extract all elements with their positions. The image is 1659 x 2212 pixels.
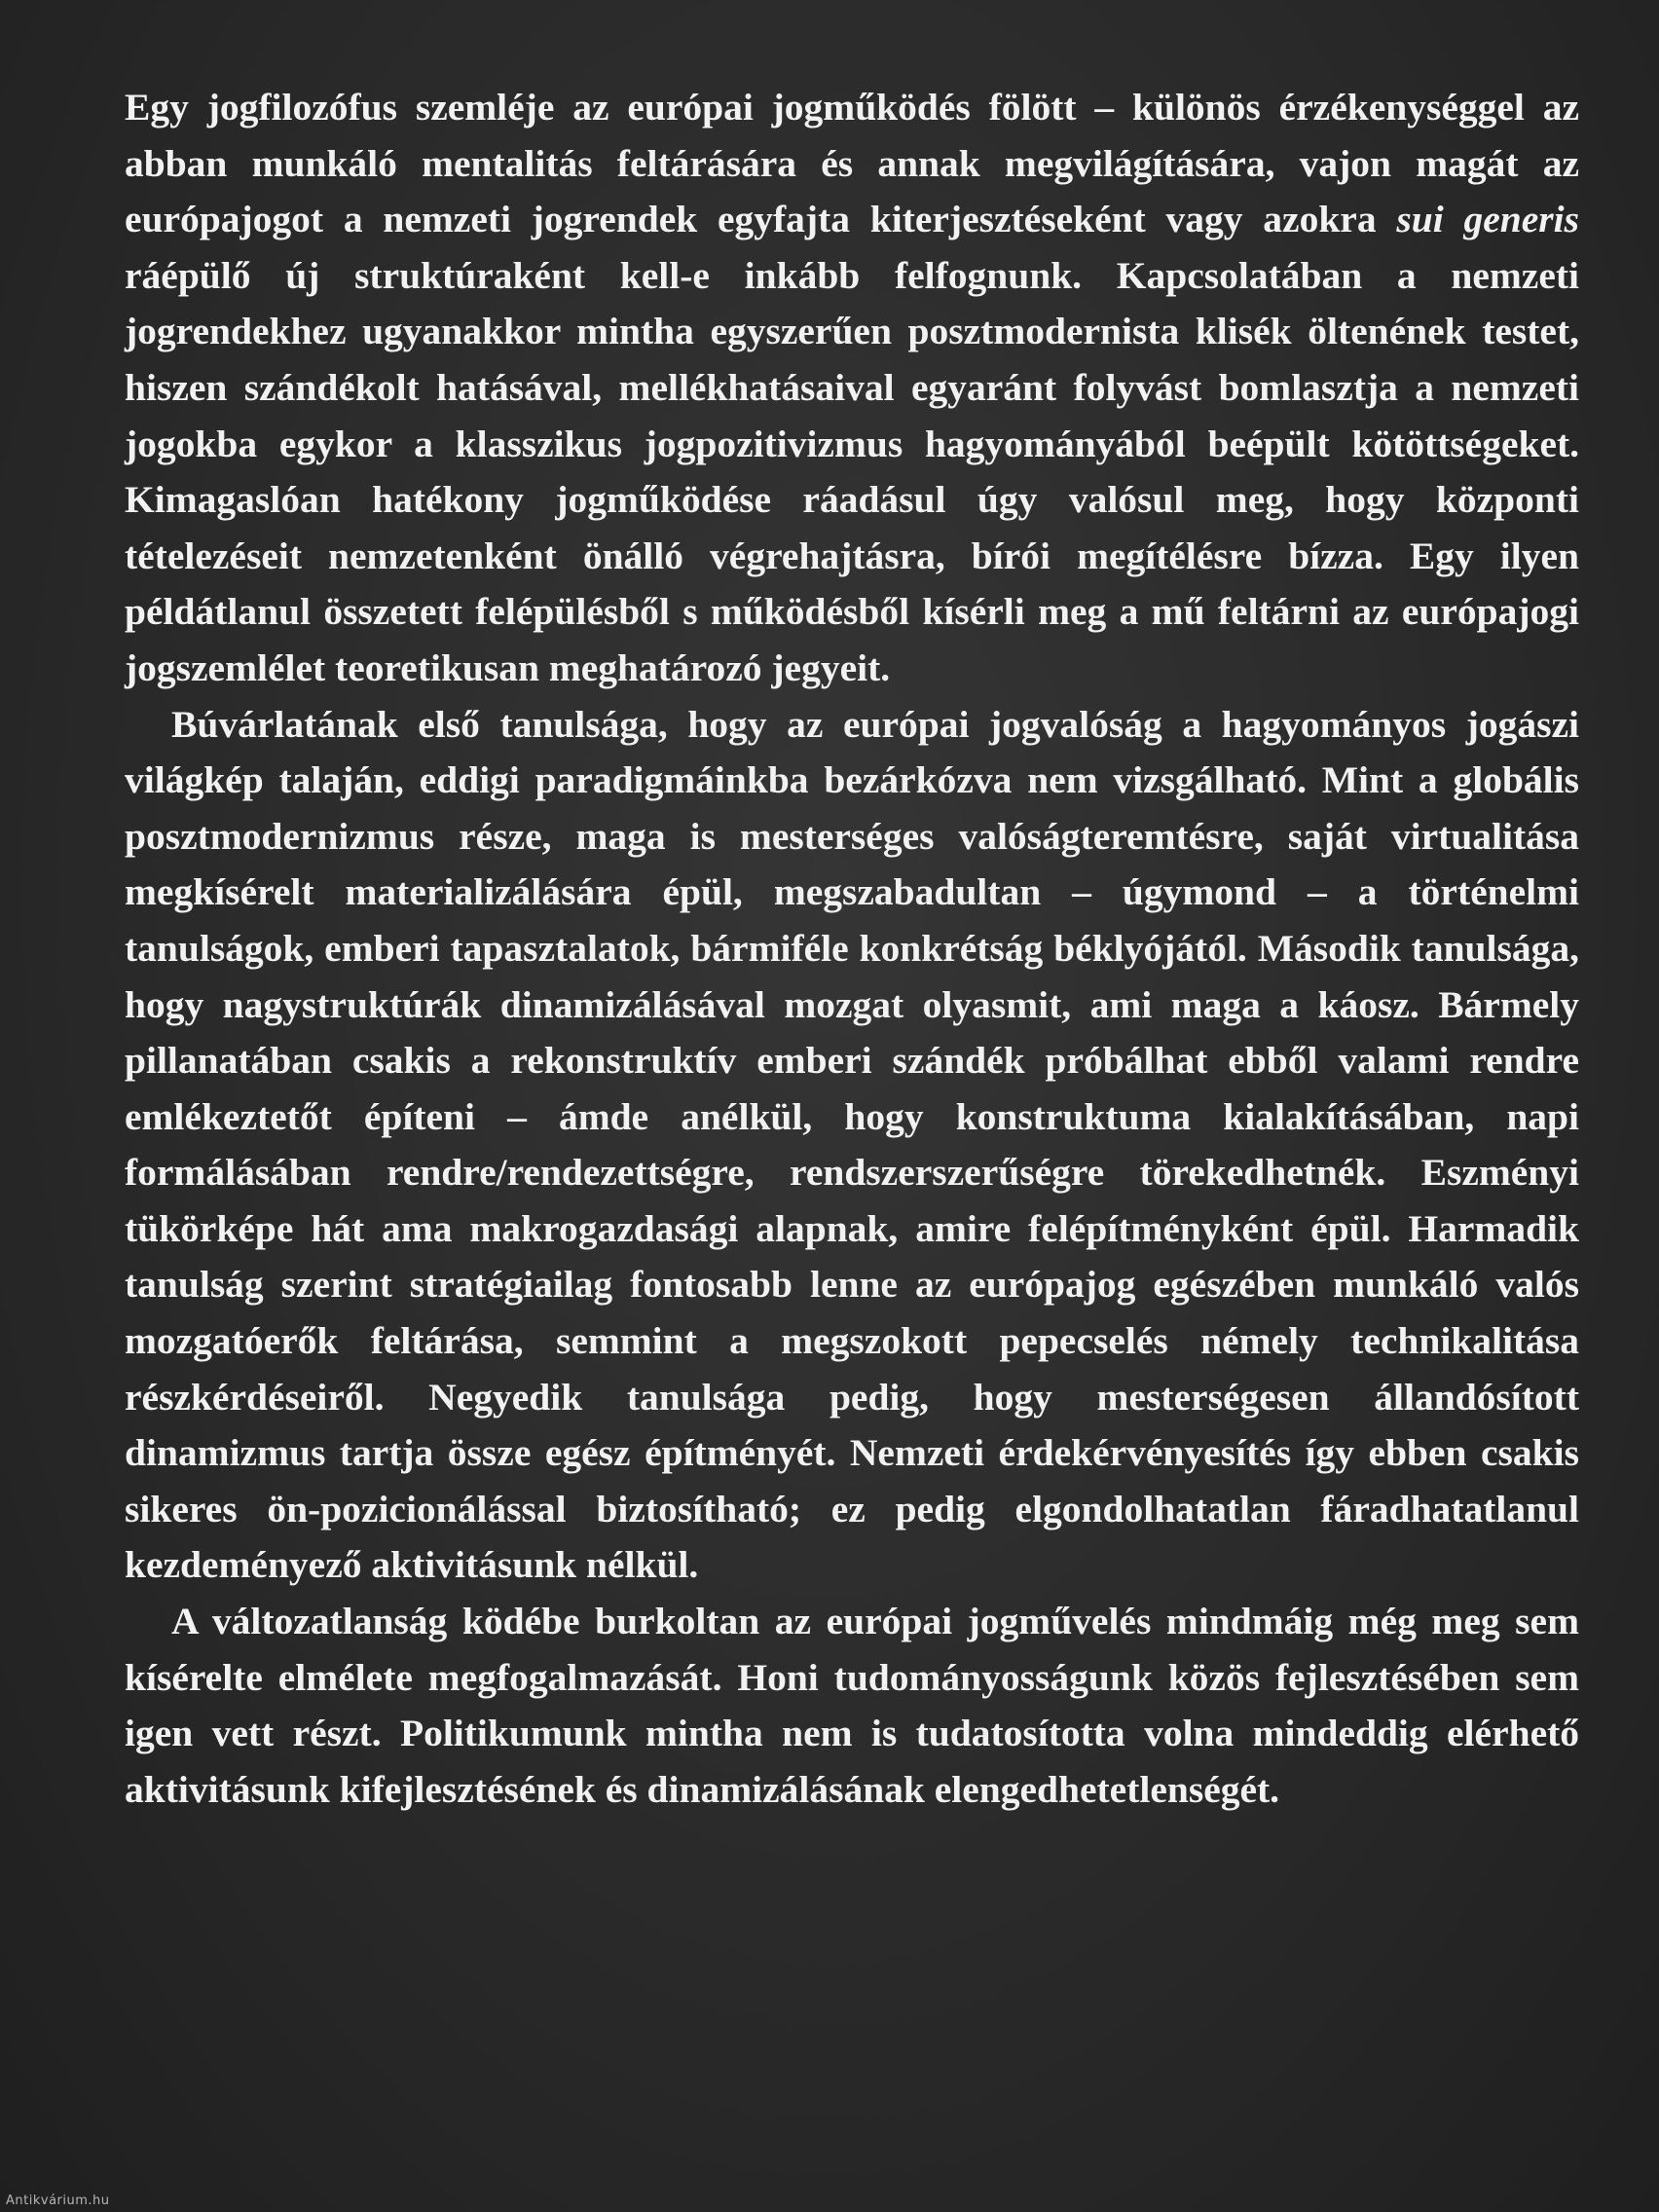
watermark: Antikvárium.hu xyxy=(6,2194,110,2208)
paragraph-3: A változatlanság ködébe burkoltan az európai jogművelés mindmáig még meg sem kísérelte elmélete megfogalmazását. Honi tudományosságunk közös fejlesztésében sem igen vett részt. Politikumunk mintha nem is tudatosította volna mindeddig elérhető aktivitásunk kifejlesztésének és dinamizálásának elengedhetetlenségét. xyxy=(125,1600,1579,1811)
paragraph-1-emphasis: sui generis xyxy=(1396,198,1579,241)
paragraph-2: Búvárlatának első tanulsága, hogy az európai jogvalóság a hagyományos jogászi világkép talaján, eddigi paradigmáinkba bezárkózva nem vizsgálható. Mint a globális posztmodernizmus része, maga is mesterséges valóságteremtésre, saját virtualitása megkísérelt materializálására épül, megszabadultan – úgymond – a történelmi tanulságok, emberi tapasztalatok, bármiféle konkrétság béklyójától. Második tanulsága, hogy nagystruktúrák dinamizálásával mozgat olyasmit, ami maga a káosz. Bármely pillanatában csakis a rekonstruktív emberi szándék próbálhat ebből valami rendre emlékeztetőt építeni – ámde anélkül, hogy konstruktuma kialakításában, napi formálásában rendre/rendezettségre, rendszerszerűségre törekedhetnék. Eszményi tükörképe hát ama makrogazdasági alapnak, amire felépítményként épül. Harmadik tanulság szerint stratégiailag fontosabb lenne az európajog egészében munkáló valós mozgatóerők feltárása, semmint a megszokott pepecselés némely technikalitása részkérdéseiről. Negyedik tanulsága pedig, hogy mesterségesen állandósított dinamizmus tartja össze egész építményét. Nemzeti érdekérvényesítés így ebben csakis sikeres ön-pozicionálással biztosítható; ez pedig elgondolhatatlan fáradhatatlanul kezdeményező aktivitásunk nélkül. xyxy=(125,702,1579,1587)
paragraph-1 xyxy=(125,80,1579,697)
paragraph-1-before: Egy jogfilozófus szemléje az európai jogműködés fölött – különös érzékenységgel az abban munkáló mentalitás feltárására és annak megvilágítására, vajon magát az európajogot a nemzeti jogrendek egyfajta kiterjesztéseként vagy azokra xyxy=(125,86,1579,241)
blurb-text xyxy=(125,80,1579,1818)
paragraph-1-after: ráépülő új struktúraként kell-e inkább felfognunk. Kapcsolatában a nemzeti jogrendekhez ugyanakkor mintha egyszerűen posztmodernista klisék öltenének testet, hiszen szándékolt hatásával, mellékhatásaival egyaránt folyvást bomlasztja a nemzeti jogokba egykor a klasszikus jogpozitivizmus hagyományából beépült kötöttségeket. Kimagaslóan hatékony jogműködése ráadásul úgy valósul meg, hogy központi tételezéseit nemzetenként önálló végrehajtásra, bírói megítélésre bízza. Egy ilyen példátlanul összetett felépülésből s működésből kísérli meg a mű feltárni az európajogi jogszemlélet teoretikusan meghatározó jegyeit. xyxy=(125,253,1579,689)
